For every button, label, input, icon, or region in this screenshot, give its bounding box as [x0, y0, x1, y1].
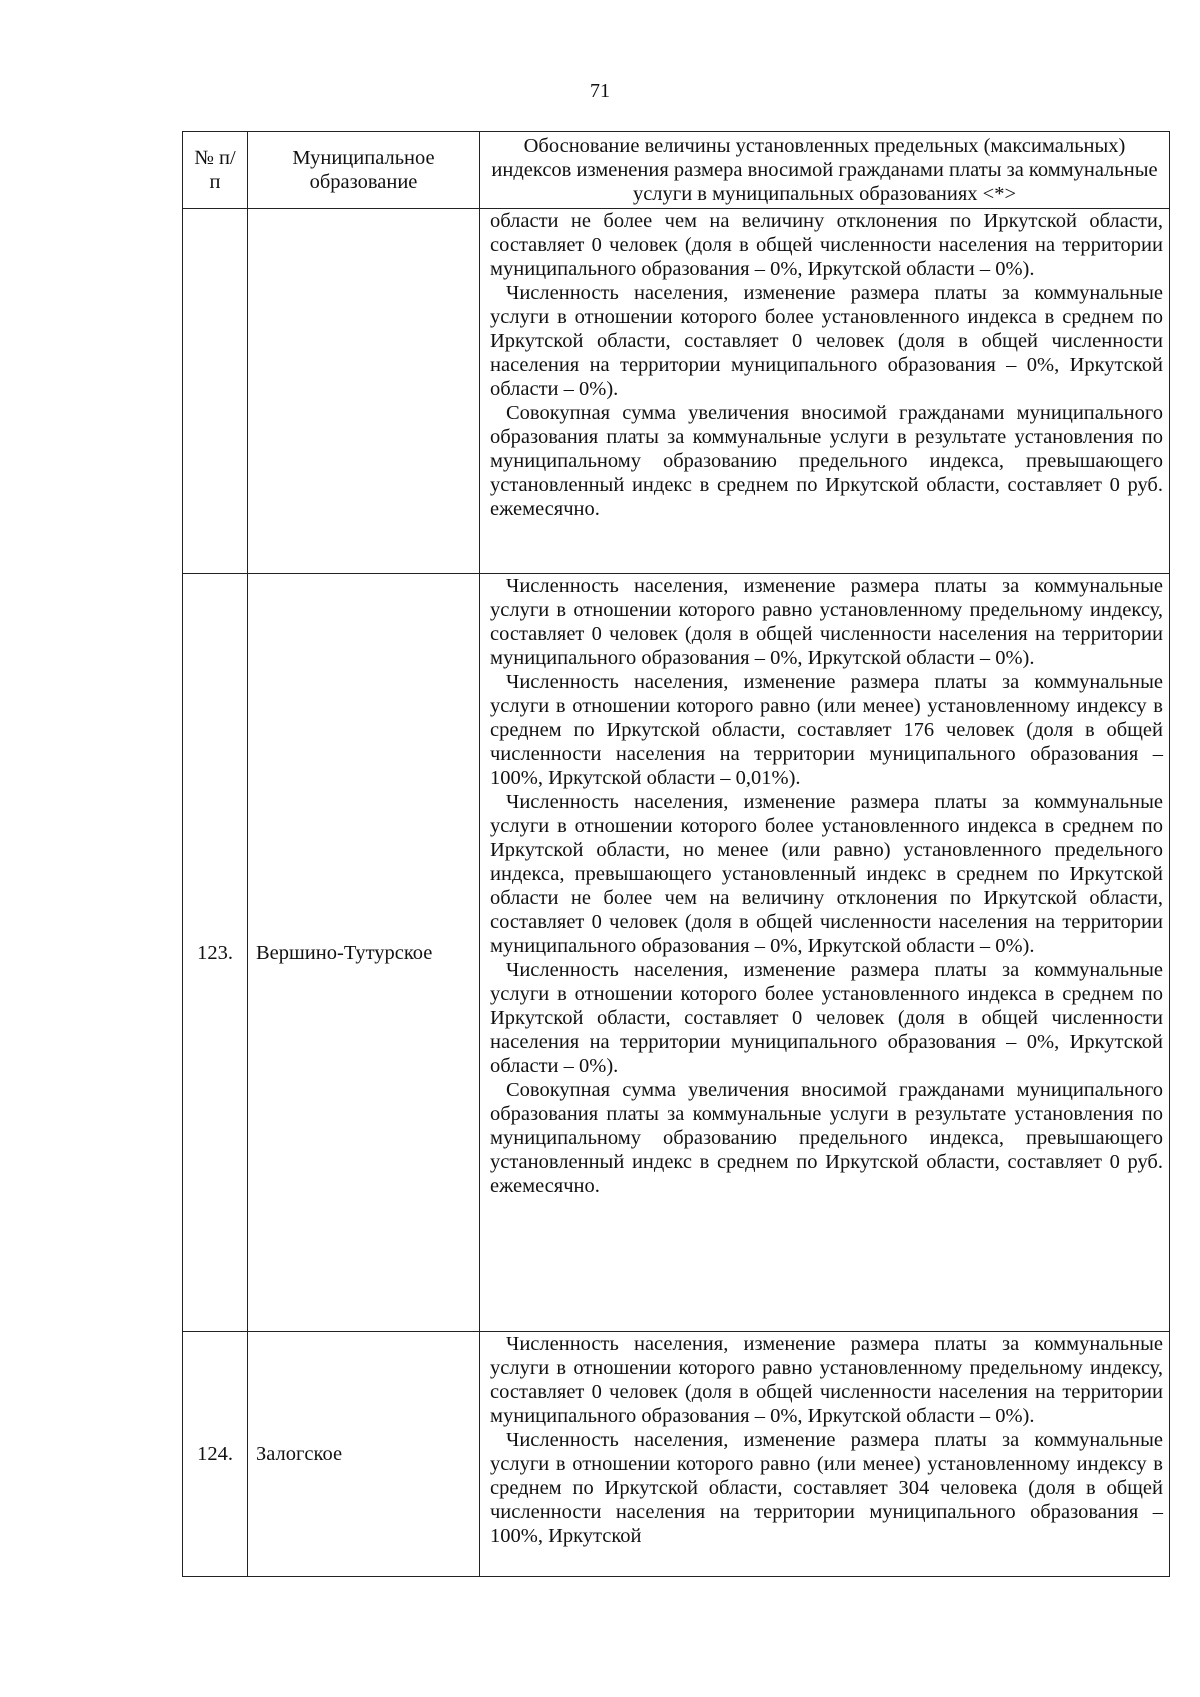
row-number [183, 209, 248, 574]
row-municipality: Вершино-Тутурское [248, 574, 480, 1332]
row-justification [480, 574, 1170, 1332]
page-number: 71 [590, 80, 610, 102]
row-justification [480, 1332, 1170, 1577]
header-municipality: Муниципальное образование [248, 132, 480, 209]
table-row [183, 209, 1170, 574]
paragraph: Совокупная сумма увеличения вносимой гражданами муниципального образования платы за коммунальные услуги в результате установления по муниципальному образованию предельного индекса, превышающего установленный индекс в среднем по Иркутской области, составляет 0 руб. ежемесячно. [490, 1079, 1163, 1197]
paragraph: области не более чем на величину отклонения по Иркутской области, составляет 0 человек (доля в общей численности населения на территории муниципального образования – 0%, Иркутской области – 0%). [490, 210, 1163, 280]
paragraph: Численность населения, изменение размера платы за коммунальные услуги в отношении которого равно (или менее) установленному индексу в среднем по Иркутской области, составляет 176 человек (доля в общей численности населения на территории муниципального образования – 100%, Иркутской области – 0,01%). [490, 671, 1163, 789]
paragraph: Численность населения, изменение размера платы за коммунальные услуги в отношении которого более установленного индекса в среднем по Иркутской области, составляет 0 человек (доля в общей численности населения на территории муниципального образования – 0%, Иркутской области – 0%). [490, 282, 1163, 400]
table-header-row [183, 132, 1170, 209]
row-number: 124. [183, 1332, 248, 1577]
paragraph: Численность населения, изменение размера платы за коммунальные услуги в отношении которого более установленного индекса в среднем по Иркутской области, составляет 0 человек (доля в общей численности населения на территории муниципального образования – 0%, Иркутской области – 0%). [490, 959, 1163, 1077]
header-number: № п/п [183, 132, 248, 209]
table-row [183, 574, 1170, 1332]
row-justification [480, 209, 1170, 574]
paragraph: Численность населения, изменение размера платы за коммунальные услуги в отношении которого равно установленному предельному индексу, составляет 0 человек (доля в общей численности населения на территории муниципального образования – 0%, Иркутской области – 0%). [490, 575, 1163, 669]
header-justification: Обоснование величины установленных предельных (максимальных) индексов изменения размера вносимой гражданами платы за коммунальные услуги в муниципальных образованиях <*> [480, 132, 1170, 209]
paragraph: Численность населения, изменение размера платы за коммунальные услуги в отношении которого равно установленному предельному индексу, составляет 0 человек (доля в общей численности населения на территории муниципального образования – 0%, Иркутской области – 0%). [490, 1333, 1163, 1427]
row-municipality [248, 209, 480, 574]
indices-table [182, 131, 1170, 1577]
paragraph: Совокупная сумма увеличения вносимой гражданами муниципального образования платы за коммунальные услуги в результате установления по муниципальному образованию предельного индекса, превышающего установленный индекс в среднем по Иркутской области, составляет 0 руб. ежемесячно. [490, 402, 1163, 520]
table-row [183, 1332, 1170, 1577]
row-number: 123. [183, 574, 248, 1332]
paragraph: Численность населения, изменение размера платы за коммунальные услуги в отношении которого более установленного индекса в среднем по Иркутской области, но менее (или равно) установленного предельного индекса, превышающего установленный индекс в среднем по Иркутской области не более чем на величину отклонения по Иркутской области, составляет 0 человек (доля в общей численности населения на территории муниципального образования – 0%, Иркутской области – 0%). [490, 791, 1163, 957]
paragraph: Численность населения, изменение размера платы за коммунальные услуги в отношении которого равно (или менее) установленному индексу в среднем по Иркутской области, составляет 304 человека (доля в общей численности населения на территории муниципального образования – 100%, Иркутской [490, 1429, 1163, 1547]
row-municipality: Залогское [248, 1332, 480, 1577]
